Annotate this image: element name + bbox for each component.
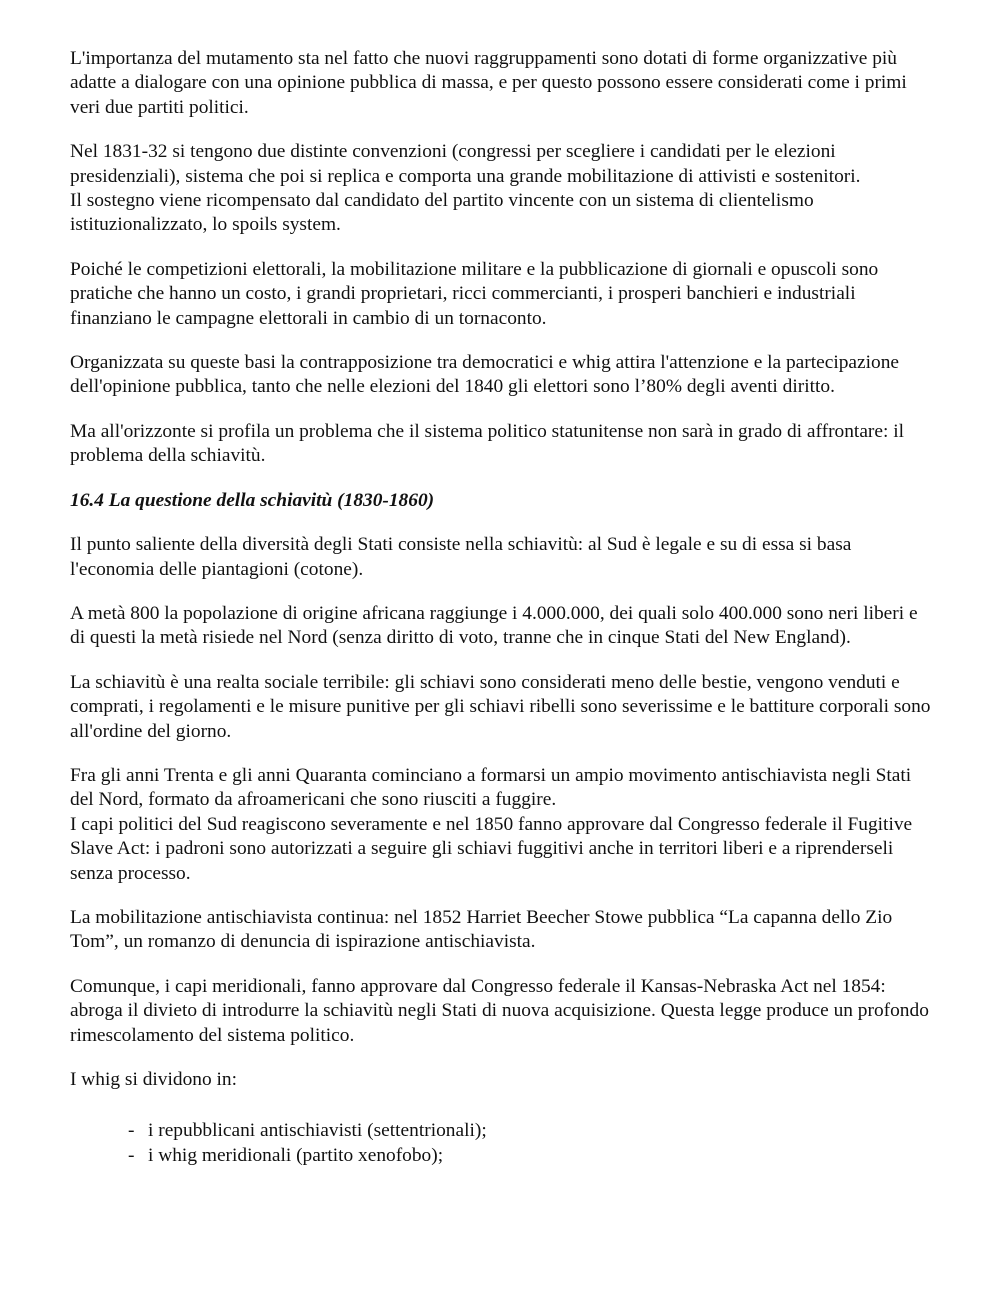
paragraph: Comunque, i capi meridionali, fanno approvare dal Congresso federale il Kansas-Nebraska Act nel 1854: abroga il divieto di introdurre la schiavitù negli Stati di nuova acquisizione. Questa legge produce un profondo rimescolamento del sistema politico.: [70, 975, 929, 1046]
bullet-list: [70, 1119, 932, 1168]
paragraph: A metà 800 la popolazione di origine africana raggiunge i 4.000.000, dei quali solo 400.000 sono neri liberi e di questi la metà risiede nel Nord (senza diritto di voto, tranne che in cinque Stati del New England).: [70, 602, 918, 649]
paragraph: La mobilitazione antischiavista continua: nel 1852 Harriet Beecher Stowe pubblica “La capanna dello Zio Tom”, un romanzo di denuncia di ispirazione antischiavista.: [70, 906, 893, 953]
paragraph: La schiavitù è una realta sociale terribile: gli schiavi sono considerati meno delle bestie, vengono venduti e comprati, i regolamenti e le misure punitive per gli schiavi ribelli sono severissime e le battiture corporali sono all'ordine del giorno.: [70, 671, 931, 742]
paragraph: Fra gli anni Trenta e gli anni Quaranta cominciano a formarsi un ampio movimento antischiavista negli Stati del Nord, formato da afroamericani che sono riusciti a fuggire. I capi politici del Sud reagiscono severamente e nel 1850 fanno approvare dal Congresso federale il Fugitive Slave Act: i padroni sono autorizzati a seguire gli schiavi fuggitivi anche in territori liberi e a riprenderseli senza processo.: [70, 764, 913, 884]
list-item: [128, 1144, 932, 1168]
list-item-text: i whig meridionali (partito xenofobo);: [148, 1144, 444, 1166]
list-item: [128, 1119, 932, 1143]
paragraph: Ma all'orizzonte si profila un problema che il sistema politico statunitense non sarà in grado di affrontare: il problema della schiavitù.: [70, 420, 904, 467]
paragraph: Poiché le competizioni elettorali, la mobilitazione militare e la pubblicazione di giornali e opuscoli sono pratiche che hanno un costo, i grandi proprietari, ricci commercianti, i prosperi banchieri e industriali finanziano le campagne elettorali in cambio di un tornaconto.: [70, 258, 879, 329]
paragraph: Il punto saliente della diversità degli Stati consiste nella schiavitù: al Sud è legale e su di essa si basa l'economia delle piantagioni (cotone).: [70, 534, 852, 580]
list-item-text: i repubblicani antischiavisti (settentrionali);: [148, 1120, 487, 1142]
list-dash: -: [128, 1144, 135, 1166]
list-intro: I whig si dividono in:: [70, 1069, 237, 1090]
section-heading: 16.4 La questione della schiavitù (1830-1860): [70, 489, 435, 511]
paragraph: L'importanza del mutamento sta nel fatto che nuovi raggruppamenti sono dotati di forme organizzative più adatte a dialogare con una opinione pubblica di massa, e per questo possono essere considerati come i primi veri due partiti politici.: [70, 48, 907, 118]
list-dash: -: [128, 1120, 135, 1142]
paragraph: Nel 1831-32 si tengono due distinte convenzioni (congressi per scegliere i candidati per le elezioni presidenziali), sistema che poi si replica e comporta una grande mobilitazione di attivisti e sostenitori. Il sostegno viene ricompensato dal candidato del partito vincente con un sistema di clientelismo istituzionalizzato, lo spoils system.: [70, 141, 861, 236]
document-page: [70, 47, 932, 1168]
paragraph: Organizzata su queste basi la contrapposizione tra democratici e whig attira l'attenzione e la partecipazione dell'opinione pubblica, tanto che nelle elezioni del 1840 gli elettori sono l’80% degli aventi diritto.: [70, 352, 900, 398]
